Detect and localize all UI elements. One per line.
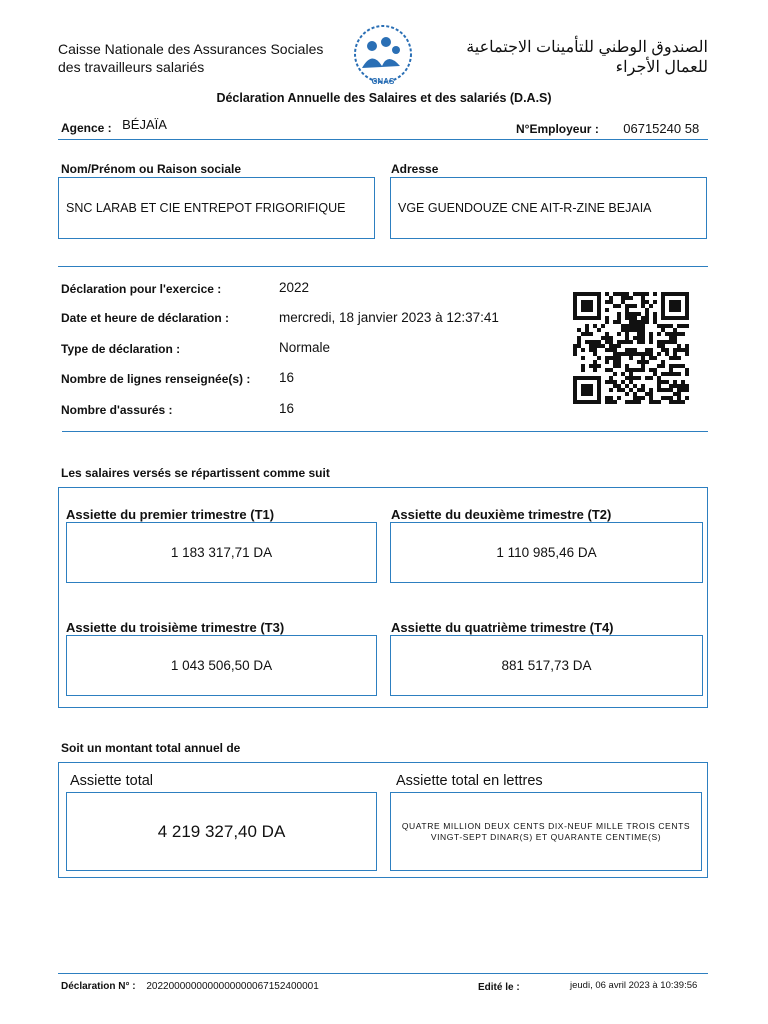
logo-text: CNAS [371,77,395,86]
letters-value: QUATRE MILLION DEUX CENTS DIX-NEUF MILLE TROIS CENTS VINGT-SEPT DINAR(S) ET QUARANTE CENTIME(S) [401,820,691,842]
total-box [66,792,377,871]
cnas-logo-icon [348,22,418,90]
assures-value: 16 [279,401,295,416]
exercice-value: 2022 [279,280,310,295]
assures-label: Nombre d'assurés : [61,403,173,417]
total-intro: Soit un montant total annuel de [61,741,241,755]
t2-label: Assiette du deuxième trimestre (T2) [391,507,612,522]
decl-value: 2022000000000000000067152400001 [146,981,319,992]
letters-box [390,792,702,871]
org-name-ar [466,38,708,78]
t1-value: 1 183 317,71 DA [170,545,273,560]
adresse-label: Adresse [391,162,439,176]
t4-value: 881 517,73 DA [501,658,592,673]
date-label: Date et heure de déclaration : [61,311,230,325]
agence-row [61,119,167,137]
org-line-2: des travailleurs salariés [58,59,205,75]
raison-box [58,177,375,239]
decl-label: Déclaration N° : [61,981,136,992]
footer-decl [61,981,319,992]
total-label: Assiette total [70,773,154,789]
edite-label: Edité le : [478,982,520,993]
type-label: Type de déclaration : [61,342,181,356]
employeur-row [516,120,699,138]
agence-label: Agence : [61,121,112,135]
employeur-value: 06715240 58 [623,121,700,136]
type-value: Normale [279,340,331,355]
agence-value: BÉJAÏA [122,117,167,132]
t3-label: Assiette du troisième trimestre (T3) [66,620,285,635]
document-title: Déclaration Annuelle des Salaires et des salariés (D.A.S) [216,91,552,105]
employeur-label: N°Employeur : [516,122,599,136]
t2-value: 1 110 985,46 DA [496,545,597,560]
org-line-1: Caisse Nationale des Assurances Sociales [58,41,324,57]
lignes-value: 16 [279,370,295,385]
arabic-line-2: للعمال الأجراء [615,59,708,76]
t3-value: 1 043 506,50 DA [170,658,273,673]
adresse-box [390,177,707,239]
letters-label: Assiette total en lettres [396,773,543,789]
t1-box [66,522,377,583]
t3-box [66,635,377,696]
total-value: 4 219 327,40 DA [157,821,286,841]
t1-label: Assiette du premier trimestre (T1) [66,507,275,522]
org-name-fr [58,40,323,76]
arabic-line-1: الصندوق الوطني للتأمينات الاجتماعية [466,39,708,56]
divider [62,431,708,432]
exercice-label: Déclaration pour l'exercice : [61,282,222,296]
lignes-label: Nombre de lignes renseignée(s) : [61,372,251,386]
divider [58,139,708,140]
divider [58,266,708,267]
date-value: mercredi, 18 janvier 2023 à 12:37:41 [279,310,499,325]
raison-value: SNC LARAB ET CIE ENTREPOT FRIGORIFIQUE [66,201,346,215]
divider [58,973,708,974]
salaires-intro: Les salaires versés se répartissent comme suit [61,466,330,480]
raison-label: Nom/Prénom ou Raison sociale [61,162,242,176]
t2-box [390,522,703,583]
qr-code-icon [573,292,689,404]
t4-label: Assiette du quatrième trimestre (T4) [391,620,614,635]
adresse-value: VGE GUENDOUZE CNE AIT-R-ZINE BEJAIA [398,201,652,215]
t4-box [390,635,703,696]
edite-value: jeudi, 06 avril 2023 à 10:39:56 [570,980,698,991]
